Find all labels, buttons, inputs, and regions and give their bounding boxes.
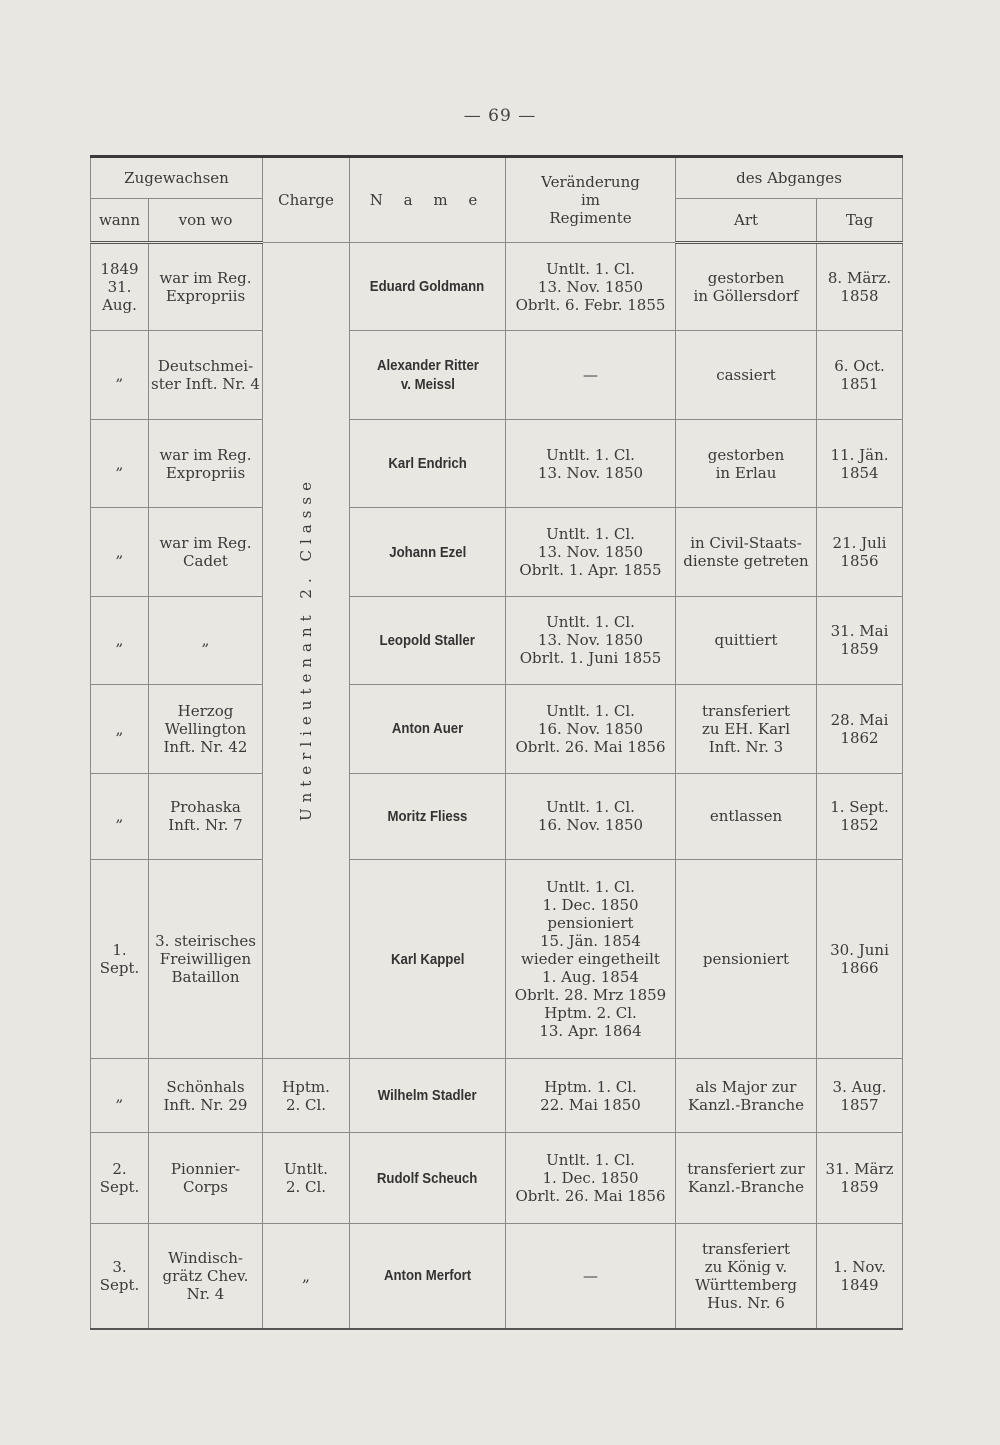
cell-tag: 31. Mai 1859 <box>817 596 903 684</box>
cell-tag: 1. Sept. 1852 <box>817 773 903 859</box>
table-row <box>91 860 903 1059</box>
header-charge: Charge <box>263 157 350 243</box>
header-veraenderung: Veränderung im Regimente <box>506 157 676 243</box>
cell-tag: 30. Juni 1866 <box>817 860 903 1059</box>
officer-name: Anton Auer <box>391 720 464 738</box>
header-art: Art <box>676 199 817 243</box>
cell-von-wo: war im Reg. Cadet <box>149 508 263 596</box>
cell-name <box>350 1059 506 1133</box>
cell-veraenderung: Untlt. 1. Cl. 13. Nov. 1850 Obrlt. 1. Apr. 1855 <box>506 508 676 596</box>
cell-charge: „ <box>263 1223 350 1329</box>
table-row <box>91 331 903 419</box>
cell-art: gestorben in Göllersdorf <box>676 243 817 331</box>
header-zugewachsen: Zugewachsen <box>91 157 263 199</box>
cell-charge-group <box>263 243 350 1059</box>
cell-wann: „ <box>91 1059 149 1133</box>
cell-art: als Major zur Kanzl.-Branche <box>676 1059 817 1133</box>
table-row <box>91 1133 903 1223</box>
cell-art: in Civil-Staats- dienste getreten <box>676 508 817 596</box>
table-row <box>91 596 903 684</box>
cell-wann: 1849 31. Aug. <box>91 243 149 331</box>
cell-wann: „ <box>91 331 149 419</box>
table-row <box>91 1223 903 1329</box>
cell-tag: 21. Juli 1856 <box>817 508 903 596</box>
cell-wann: „ <box>91 685 149 773</box>
header-name: N a m e <box>350 157 506 243</box>
cell-name <box>350 860 506 1059</box>
cell-art: cassiert <box>676 331 817 419</box>
officer-register-table <box>90 155 903 1330</box>
header-wann: wann <box>91 199 149 243</box>
cell-von-wo: Schönhals Inft. Nr. 29 <box>149 1059 263 1133</box>
cell-name <box>350 1223 506 1329</box>
cell-von-wo: „ <box>149 596 263 684</box>
cell-tag: 3. Aug. 1857 <box>817 1059 903 1133</box>
cell-wann: 1. Sept. <box>91 860 149 1059</box>
table-row <box>91 419 903 507</box>
cell-tag: 8. März. 1858 <box>817 243 903 331</box>
cell-name <box>350 419 506 507</box>
cell-charge: Untlt. 2. Cl. <box>263 1133 350 1223</box>
cell-von-wo: Windisch- grätz Chev. Nr. 4 <box>149 1223 263 1329</box>
cell-art: transferiert zu EH. Karl Inft. Nr. 3 <box>676 685 817 773</box>
charge-group-label: Unterlieutenant 2. Classe <box>297 476 315 822</box>
header-des-abganges: des Abganges <box>676 157 903 199</box>
cell-von-wo: Prohaska Inft. Nr. 7 <box>149 773 263 859</box>
cell-von-wo: Herzog Wellington Inft. Nr. 42 <box>149 685 263 773</box>
header-tag: Tag <box>817 199 903 243</box>
page-number: — 69 — <box>463 106 537 126</box>
cell-wann: 3. Sept. <box>91 1223 149 1329</box>
cell-name <box>350 685 506 773</box>
cell-art: entlassen <box>676 773 817 859</box>
cell-art: transferiert zur Kanzl.-Branche <box>676 1133 817 1223</box>
cell-tag: 31. März 1859 <box>817 1133 903 1223</box>
cell-veraenderung: — <box>506 1223 676 1329</box>
officer-name: Leopold Staller <box>379 631 476 649</box>
officer-name: Wilhelm Stadler <box>378 1087 477 1105</box>
cell-tag: 11. Jän. 1854 <box>817 419 903 507</box>
officer-name: Rudolf Scheuch <box>377 1169 478 1187</box>
officer-name: Anton Merfort <box>383 1267 472 1285</box>
cell-wann: „ <box>91 508 149 596</box>
cell-name <box>350 331 506 419</box>
cell-name <box>350 596 506 684</box>
cell-veraenderung: Untlt. 1. Cl. 13. Nov. 1850 Obrlt. 1. Juni 1855 <box>506 596 676 684</box>
officer-name: Alexander Ritter v. Meissl <box>376 357 479 394</box>
officer-name: Moritz Fliess <box>387 807 468 825</box>
cell-art: quittiert <box>676 596 817 684</box>
cell-veraenderung: Untlt. 1. Cl. 16. Nov. 1850 <box>506 773 676 859</box>
cell-von-wo: war im Reg. Expropriis <box>149 243 263 331</box>
table-row <box>91 773 903 859</box>
cell-von-wo: Deutschmei- ster Inft. Nr. 4 <box>149 331 263 419</box>
cell-wann: „ <box>91 419 149 507</box>
table-header <box>91 157 903 243</box>
header-von-wo: von wo <box>149 199 263 243</box>
cell-veraenderung: Untlt. 1. Cl. 13. Nov. 1850 <box>506 419 676 507</box>
cell-tag: 28. Mai 1862 <box>817 685 903 773</box>
cell-veraenderung: Untlt. 1. Cl. 13. Nov. 1850 Obrlt. 6. Febr. 1855 <box>506 243 676 331</box>
cell-von-wo: war im Reg. Expropriis <box>149 419 263 507</box>
cell-veraenderung: Untlt. 1. Cl. 1. Dec. 1850 pensioniert 15. Jän. 1854 wieder eingetheilt 1. Aug. 1854 Obrlt. 28. Mrz 1859 Hptm. 2. Cl. 13. Apr. 1864 <box>506 860 676 1059</box>
cell-wann: 2. Sept. <box>91 1133 149 1223</box>
table-body <box>91 243 903 1330</box>
cell-charge: Hptm. 2. Cl. <box>263 1059 350 1133</box>
cell-wann: „ <box>91 596 149 684</box>
cell-art: transferiert zu König v. Württemberg Hus. Nr. 6 <box>676 1223 817 1329</box>
cell-name <box>350 1133 506 1223</box>
table-row <box>91 1059 903 1133</box>
cell-art: pensioniert <box>676 860 817 1059</box>
cell-von-wo: Pionnier- Corps <box>149 1133 263 1223</box>
cell-name <box>350 508 506 596</box>
cell-wann: „ <box>91 773 149 859</box>
cell-veraenderung: Untlt. 1. Cl. 16. Nov. 1850 Obrlt. 26. Mai 1856 <box>506 685 676 773</box>
cell-veraenderung: Hptm. 1. Cl. 22. Mai 1850 <box>506 1059 676 1133</box>
cell-name <box>350 243 506 331</box>
cell-name <box>350 773 506 859</box>
officer-name: Johann Ezel <box>388 543 467 561</box>
officer-name: Karl Kappel <box>390 950 465 968</box>
cell-tag: 6. Oct. 1851 <box>817 331 903 419</box>
table-row <box>91 508 903 596</box>
table-row <box>91 243 903 331</box>
officer-name: Eduard Goldmann <box>370 278 485 296</box>
cell-art: gestorben in Erlau <box>676 419 817 507</box>
cell-von-wo: 3. steirisches Freiwilligen Bataillon <box>149 860 263 1059</box>
cell-veraenderung: Untlt. 1. Cl. 1. Dec. 1850 Obrlt. 26. Mai 1856 <box>506 1133 676 1223</box>
cell-tag: 1. Nov. 1849 <box>817 1223 903 1329</box>
cell-veraenderung: — <box>506 331 676 419</box>
officer-name: Karl Endrich <box>388 455 467 473</box>
table-row <box>91 685 903 773</box>
